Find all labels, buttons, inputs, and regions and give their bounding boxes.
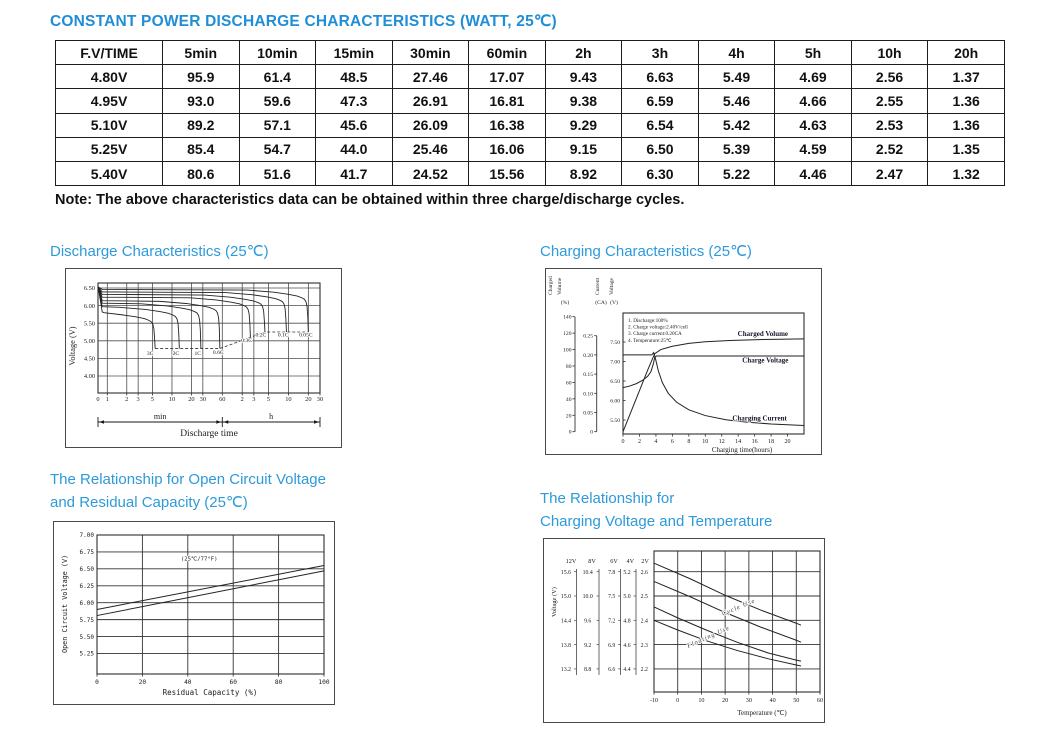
x-tick-label: 0 xyxy=(96,396,100,403)
table-body xyxy=(56,65,1005,186)
value-cell: 9.38 xyxy=(545,89,622,113)
scale-value: 5.2 xyxy=(623,569,631,576)
series-label: Charge Voltage xyxy=(742,356,789,365)
title-line: Charging Voltage and Temperature xyxy=(540,513,773,530)
charging-chart-frame xyxy=(545,268,822,455)
x-tick-label: 30 xyxy=(745,697,752,704)
value-cell: 5.39 xyxy=(698,137,775,161)
annotation-line: 4. Temperature:25℃ xyxy=(628,337,672,344)
charge-temp-chart-canvas xyxy=(544,539,824,722)
x-tick-label: 14 xyxy=(735,439,742,445)
value-cell: 26.09 xyxy=(392,113,469,137)
value-cell: 16.06 xyxy=(469,137,546,161)
table-row xyxy=(56,65,1005,89)
value-cell: 1.36 xyxy=(928,113,1005,137)
scale-header: 2V xyxy=(641,558,649,565)
scale-value: 7.5 xyxy=(608,594,616,601)
y-tick-label: 140 xyxy=(563,314,572,321)
header-cell: 20h xyxy=(928,41,1005,65)
header-cell: 10min xyxy=(239,41,316,65)
discharge-curve xyxy=(98,287,220,349)
y-tick-label: 7.00 xyxy=(610,359,620,366)
scale-value: 13.2 xyxy=(560,667,572,674)
value-cell: 1.32 xyxy=(928,161,1005,185)
value-cell: 6.54 xyxy=(622,113,699,137)
x-tick-label: 10 xyxy=(285,396,292,403)
value-cell: 44.0 xyxy=(316,137,393,161)
axis-span-arrows xyxy=(98,417,320,427)
table-row xyxy=(56,113,1005,137)
discharge-chart-title xyxy=(50,240,269,263)
x-tick-label: 1 xyxy=(105,396,109,403)
header-cell: 4h xyxy=(698,41,775,65)
y-tick-label: 5.00 xyxy=(83,338,95,345)
y-tick-label: 100 xyxy=(563,347,572,354)
scale-value: 15.0 xyxy=(560,594,572,601)
x-tick-label: 12 xyxy=(718,439,725,445)
value-cell: 4.46 xyxy=(775,161,852,185)
scale-value: 7.8 xyxy=(608,569,616,576)
x-tick-label: -10 xyxy=(649,697,659,704)
x-tick-label: 5 xyxy=(150,396,155,403)
value-cell: 8.92 xyxy=(545,161,622,185)
scale-value: 2.5 xyxy=(640,594,648,601)
page-title: CONSTANT POWER DISCHARGE CHARACTERISTICS (WATT, 25℃) xyxy=(50,13,557,30)
scale-header: 12V xyxy=(565,558,577,565)
scale-value: 2.4 xyxy=(640,618,648,625)
value-cell: 24.52 xyxy=(392,161,469,185)
header-cell: 5h xyxy=(775,41,852,65)
value-cell: 1.37 xyxy=(928,65,1005,89)
value-cell: 4.59 xyxy=(775,137,852,161)
annotation-line: 1. Discharge:100% xyxy=(628,318,668,324)
x-axis-label: Discharge time xyxy=(180,429,238,439)
y-tick-label: 120 xyxy=(563,331,572,338)
header-cell: 3h xyxy=(622,41,699,65)
table-row xyxy=(56,161,1005,185)
value-cell: 93.0 xyxy=(163,89,240,113)
series-label: 0.2C xyxy=(255,332,267,339)
scale-value: 2.2 xyxy=(640,667,648,674)
table-row xyxy=(56,137,1005,161)
y-tick-label: 5.75 xyxy=(79,616,94,624)
ocv-chart-title xyxy=(50,468,326,514)
header-cell: 30min xyxy=(392,41,469,65)
x-tick-label: 8 xyxy=(687,439,691,445)
scale-value: 10.0 xyxy=(582,594,593,601)
x-axis-label: Temperature (℃) xyxy=(737,709,787,717)
segment-label-min: min xyxy=(153,412,167,421)
axis-title-rotated: Voltage xyxy=(609,278,615,295)
value-cell: 5.40V xyxy=(56,161,163,185)
scale-value: 6.9 xyxy=(608,642,616,649)
x-axis-label: Charging time(hours) xyxy=(711,446,773,454)
title-line: The Relationship for xyxy=(540,490,675,507)
scale-header: 8V xyxy=(588,558,596,565)
header-cell: 15min xyxy=(316,41,393,65)
y-tick-label: 6.50 xyxy=(83,285,95,293)
value-cell: 1.36 xyxy=(928,89,1005,113)
value-cell: 16.81 xyxy=(469,89,546,113)
scale-value: 15.6 xyxy=(560,569,572,576)
scale-value: 13.8 xyxy=(560,642,572,649)
scale-value: 5.0 xyxy=(623,594,631,601)
value-cell: 89.2 xyxy=(163,113,240,137)
scale-value: 6.6 xyxy=(608,667,616,674)
value-cell: 5.22 xyxy=(698,161,775,185)
grid xyxy=(654,551,820,692)
value-cell: 4.95V xyxy=(56,89,163,113)
value-cell: 48.5 xyxy=(316,65,393,89)
table-row xyxy=(56,89,1005,113)
discharge-curve xyxy=(98,287,201,349)
value-cell: 2.56 xyxy=(851,65,928,89)
value-cell: 6.50 xyxy=(622,137,699,161)
value-cell: 54.7 xyxy=(239,137,316,161)
ocv-chart-canvas xyxy=(54,522,334,704)
value-cell: 51.6 xyxy=(239,161,316,185)
annotation: (25℃/77°F) xyxy=(180,556,218,563)
x-tick-label: 10 xyxy=(702,439,709,445)
header-cell: 60min xyxy=(469,41,546,65)
value-cell: 17.07 xyxy=(469,65,546,89)
header-cell: 2h xyxy=(545,41,622,65)
constant-power-table xyxy=(55,40,1005,186)
header-cell: 10h xyxy=(851,41,928,65)
band-label: Floating Use xyxy=(686,624,732,650)
header-cell: 5min xyxy=(163,41,240,65)
x-tick-label: 20 xyxy=(722,697,729,704)
x-tick-label: 2 xyxy=(637,439,641,445)
x-tick-label: 20 xyxy=(784,439,791,445)
y-tick-label: 40 xyxy=(565,396,572,403)
segment-label-h: h xyxy=(269,412,274,421)
value-cell: 9.29 xyxy=(545,113,622,137)
x-tick-label: 30 xyxy=(199,396,207,403)
scale-value: 2.3 xyxy=(640,642,648,649)
x-tick-label: 16 xyxy=(751,439,758,445)
table-header-row xyxy=(56,41,1005,65)
scale-header: 4V xyxy=(626,558,635,565)
x-tick-label: 2 xyxy=(125,396,129,403)
y-tick-label: 60 xyxy=(565,380,572,387)
y-tick-label: 80 xyxy=(565,363,572,370)
table-note: Note: The above characteristics data can be obtained within three charge/discharge cycles. xyxy=(55,192,685,208)
value-cell: 2.47 xyxy=(851,161,928,185)
value-cell: 5.25V xyxy=(56,137,163,161)
x-tick-label: 50 xyxy=(793,697,800,704)
x-tick-label: 60 xyxy=(816,697,824,704)
axis-unit: (V) xyxy=(610,300,618,306)
value-cell: 4.66 xyxy=(775,89,852,113)
value-cell: 5.46 xyxy=(698,89,775,113)
series-label: Charged Volume xyxy=(737,329,789,338)
x-tick-label: 0 xyxy=(621,439,625,445)
x-tick-label: 40 xyxy=(769,697,776,704)
y-tick-label: 0.10 xyxy=(583,391,593,398)
x-tick-label: 100 xyxy=(318,679,330,686)
value-cell: 25.46 xyxy=(392,137,469,161)
y-tick-label: 6.50 xyxy=(610,379,620,385)
x-tick-label: 6 xyxy=(670,439,674,445)
y-tick-label: 0 xyxy=(590,429,593,436)
ocv-line xyxy=(97,571,324,616)
x-tick-label: 60 xyxy=(229,679,237,686)
y-axis-label: Voltage (V) xyxy=(551,587,558,617)
x-tick-label: 60 xyxy=(219,396,226,403)
title-line: Discharge Characteristics (25℃) xyxy=(50,243,269,260)
scale-value: 4.6 xyxy=(623,642,631,649)
plot-border xyxy=(654,551,820,692)
value-cell: 41.7 xyxy=(316,161,393,185)
value-cell: 47.3 xyxy=(316,89,393,113)
y-tick-label: 6.75 xyxy=(79,549,94,557)
axis-title-rotated: Charged xyxy=(548,276,554,295)
scale-value: 9.6 xyxy=(584,618,592,625)
scale-value: 14.4 xyxy=(560,618,572,625)
value-cell: 4.69 xyxy=(775,65,852,89)
y-tick-label: 5.50 xyxy=(83,320,95,328)
scale-value: 4.8 xyxy=(623,618,631,625)
value-cell: 80.6 xyxy=(163,161,240,185)
value-cell: 59.6 xyxy=(239,89,316,113)
x-tick-label: 4 xyxy=(654,439,658,445)
axis-title-rotated: Volume xyxy=(557,277,563,295)
x-tick-label: 20 xyxy=(188,396,195,403)
series-label: 0.3C xyxy=(241,337,253,344)
ocv-chart-frame xyxy=(53,521,335,705)
series-label: 2C xyxy=(172,350,180,357)
x-tick-label: 0 xyxy=(676,697,680,704)
value-cell: 6.30 xyxy=(622,161,699,185)
value-cell: 9.15 xyxy=(545,137,622,161)
y-tick-label: 6.50 xyxy=(79,566,94,574)
x-tick-label: 5 xyxy=(266,396,271,403)
x-tick-label: 10 xyxy=(168,396,176,403)
value-cell: 6.59 xyxy=(622,89,699,113)
value-cell: 4.80V xyxy=(56,65,163,89)
series-label: 1C xyxy=(194,350,201,357)
value-cell: 4.63 xyxy=(775,113,852,137)
y-axis-label: Open Circuit Voltage (V) xyxy=(61,554,69,653)
value-cell: 5.10V xyxy=(56,113,163,137)
value-cell: 16.38 xyxy=(469,113,546,137)
discharge-chart-frame xyxy=(65,268,342,448)
title-line: Charging Characteristics (25℃) xyxy=(540,243,752,260)
value-cell: 15.56 xyxy=(469,161,546,185)
y-tick-label: 0 xyxy=(568,429,572,436)
y-axis-label: Voltage (V) xyxy=(68,326,77,366)
scale-value: 9.2 xyxy=(584,642,592,649)
y-tick-label: 5.50 xyxy=(610,418,620,424)
scale-value: 8.8 xyxy=(584,667,592,674)
charge-temp-chart-title xyxy=(540,487,772,533)
charging-chart-canvas xyxy=(546,269,821,454)
header-cell: F.V/TIME xyxy=(56,41,163,65)
x-tick-label: 20 xyxy=(305,396,312,403)
value-cell: 6.63 xyxy=(622,65,699,89)
x-axis-label: Residual Capacity (%) xyxy=(162,688,258,697)
value-cell: 2.55 xyxy=(851,89,928,113)
value-cell: 2.52 xyxy=(851,137,928,161)
y-tick-label: 4.50 xyxy=(83,355,95,363)
value-cell: 57.1 xyxy=(239,113,316,137)
x-tick-label: 3 xyxy=(136,396,140,403)
value-cell: 61.4 xyxy=(239,65,316,89)
y-tick-label: 6.00 xyxy=(83,302,95,310)
axis-unit: (%) xyxy=(560,300,570,306)
y-tick-label: 7.50 xyxy=(610,340,620,346)
y-tick-label: 0.25 xyxy=(583,333,593,340)
x-tick-label: 3 xyxy=(252,396,256,403)
x-tick-label: 0 xyxy=(95,679,99,686)
discharge-chart-canvas xyxy=(66,269,341,447)
value-cell: 26.91 xyxy=(392,89,469,113)
y-tick-label: 0.20 xyxy=(583,352,593,359)
scale-header: 6V xyxy=(610,558,618,565)
value-cell: 85.4 xyxy=(163,137,240,161)
value-cell: 9.43 xyxy=(545,65,622,89)
y-tick-label: 7.00 xyxy=(79,532,94,540)
y-tick-label: 6.25 xyxy=(79,582,94,590)
value-cell: 2.53 xyxy=(851,113,928,137)
series-label: Charging Current xyxy=(732,414,787,423)
x-tick-label: 30 xyxy=(316,396,324,403)
y-tick-label: 0.15 xyxy=(583,372,593,379)
series-label: 0.1C xyxy=(277,332,289,339)
x-tick-label: 80 xyxy=(274,679,283,686)
value-cell: 95.9 xyxy=(163,65,240,89)
value-cell: 5.49 xyxy=(698,65,775,89)
value-cell: 1.35 xyxy=(928,137,1005,161)
x-tick-label: 10 xyxy=(698,697,705,704)
charging-chart-title xyxy=(540,240,752,263)
band-label: Cycle Use xyxy=(721,597,757,618)
axis-title-rotated: Current xyxy=(595,277,601,295)
value-cell: 45.6 xyxy=(316,113,393,137)
y-tick-label: 5.50 xyxy=(79,633,94,641)
annotation-line: 3. Charge current:0.20CA xyxy=(628,331,682,338)
scale-value: 4.4 xyxy=(623,667,631,674)
discharge-curve xyxy=(98,287,308,332)
x-tick-label: 40 xyxy=(184,679,192,686)
scale-value: 7.2 xyxy=(608,618,616,625)
x-tick-label: 20 xyxy=(138,679,147,686)
annotation-line: 2. Charge voltage:2.40V/cell xyxy=(628,324,688,331)
series-label: 0.05C xyxy=(299,332,313,339)
y-tick-label: 6.00 xyxy=(79,599,94,607)
title-line: and Residual Capacity (25℃) xyxy=(50,494,248,511)
title-line: The Relationship for Open Circuit Voltage xyxy=(50,471,326,488)
y-tick-label: 6.00 xyxy=(610,398,620,405)
axis-unit: (CA) xyxy=(595,300,607,306)
y-tick-label: 5.25 xyxy=(79,650,94,658)
value-cell: 5.42 xyxy=(698,113,775,137)
y-tick-label: 4.00 xyxy=(83,373,95,381)
scale-value: 2.6 xyxy=(640,569,648,576)
series-label: 0.6C xyxy=(212,349,224,356)
charge-temp-chart-frame xyxy=(543,538,825,723)
y-tick-label: 0.05 xyxy=(583,410,593,417)
x-tick-label: 2 xyxy=(240,396,244,403)
scale-value: 10.4 xyxy=(582,569,593,576)
x-tick-label: 18 xyxy=(768,439,775,445)
series-label: 3C xyxy=(146,350,154,357)
y-tick-label: 20 xyxy=(565,413,572,420)
value-cell: 27.46 xyxy=(392,65,469,89)
